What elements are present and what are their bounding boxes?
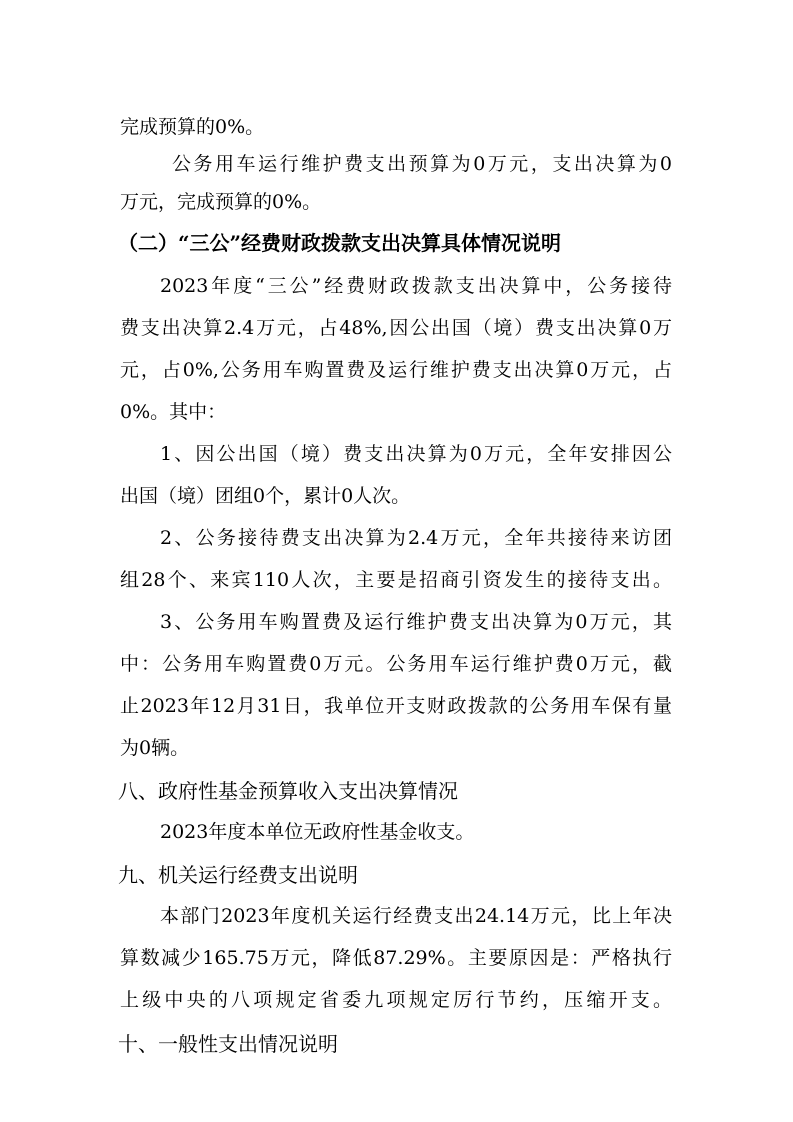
section-heading: 九、机关运行经费支出说明 (118, 863, 358, 887)
paragraph-line: 元，占0%,公务用车购置费及运行维护费支出决算0万元，占 (120, 359, 672, 381)
paragraph-line: 0%。其中： (120, 401, 227, 423)
paragraph-line: 2、公务接待费支出决算为2.4万元，全年共接待来访团 (160, 527, 672, 549)
paragraph-line: 组28个、来宾110人次，主要是招商引资发生的接待支出。 (120, 569, 672, 591)
paragraph-line: 出国（境）团组0个，累计0人次。 (120, 485, 411, 507)
section-heading: 十、一般性支出情况说明 (118, 1032, 338, 1056)
paragraph-line: 本部门2023年度机关运行经费支出24.14万元，比上年决 (160, 905, 672, 927)
paragraph-line: 2023年度“三公”经费财政拨款支出决算中，公务接待 (160, 275, 672, 297)
paragraph-line: 费支出决算2.4万元，占48%,因公出国（境）费支出决算0万 (120, 317, 672, 339)
section-heading: 八、政府性基金预算收入支出决算情况 (118, 779, 458, 803)
paragraph-line: 完成预算的0%。 (120, 116, 265, 138)
paragraph-line: 万元，完成预算的0%。 (120, 191, 322, 213)
paragraph-line: 1、因公出国（境）费支出决算为0万元，全年安排因公 (160, 443, 672, 465)
paragraph-line: 3、公务用车购置费及运行维护费支出决算为0万元，其 (160, 611, 672, 633)
paragraph-line: 中：公务用车购置费0万元。公务用车运行维护费0万元，截 (120, 653, 672, 675)
paragraph-line: 算数减少165.75万元，降低87.29%。主要原因是：严格执行 (120, 947, 672, 969)
paragraph-line: 上级中央的八项规定省委九项规定厉行节约，压缩开支。 (120, 989, 672, 1011)
paragraph-line: 为0辆。 (120, 737, 190, 759)
paragraph-line: 2023年度本单位无政府性基金收支。 (160, 821, 475, 843)
section-heading: （二）“三公”经费财政拨款支出决算具体情况说明 (118, 231, 562, 255)
paragraph-line: 公务用车运行维护费支出预算为0万元，支出决算为0 (172, 153, 672, 175)
paragraph-line: 止2023年12月31日，我单位开支财政拨款的公务用车保有量 (120, 695, 672, 717)
